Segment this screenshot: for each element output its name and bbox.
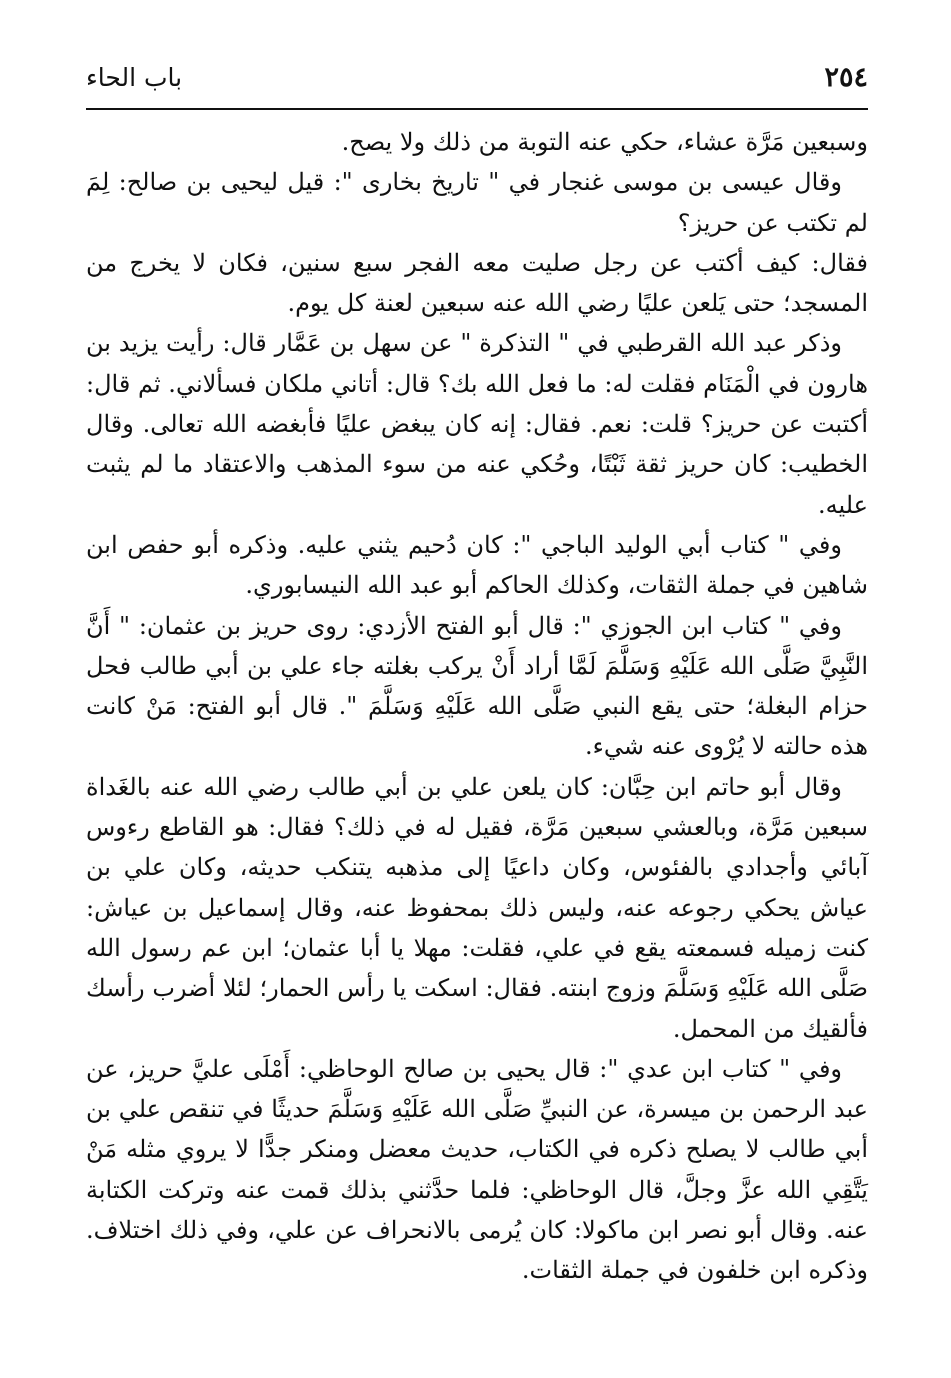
paragraph: وفي " كتاب ابن الجوزي ": قال أبو الفتح الأزدي: روى حريز بن عثمان: " أَنَّ النَّبِيَّ صَلَّى الله عَلَيْهِ وَسَلَّمَ لَمَّا أراد أَنْ يركب بغلته جاء علي بن أبي طالب فحل حزام البغلة؛ حتى يقع النبي صَلَّى الله عَلَيْهِ وَسَلَّمَ ". قال أبو الفتح: مَنْ كانت هذه حالته لا يُرْوى عنه شيء. [86, 611, 868, 761]
paragraph: فقال: كيف أكتب عن رجل صليت معه الفجر سبع سنين، فكان لا يخرج من المسجد؛ حتى يَلعن عليًا رضي الله عنه سبعين لعنة كل يوم. [86, 248, 868, 318]
paragraph: وسبعين مَرَّة عشاء، حكي عنه التوبة من ذلك ولا يصح. [341, 128, 868, 156]
running-title: باب الحاء [86, 63, 183, 92]
page-number: ٢٥٤ [824, 62, 868, 93]
body-text [86, 122, 868, 1291]
paragraph: وقال أبو حاتم ابن حِبَّان: كان يلعن علي بن أبي طالب رضي الله عنه بالغَداة سبعين مَرَّة، وبالعشي سبعين مَرَّة، فقيل له في ذلك؟ فقال: هو القاطع رءوس آبائي وأجدادي بالفئوس، وكان داعيًا إلى مذهبه يتنكب حديثه، وكان علي بن عياش يحكي رجوعه عنه، وليس ذلك بمحفوظ عنه، وقال إسماعيل بن عياش: كنت زميله فسمعته يقع في علي، فقلت: مهلا يا أبا عثمان؛ ابن عم رسول الله صَلَّى الله عَلَيْهِ وَسَلَّمَ وزوج ابنته. فقال: اسكت يا رأس الحمار؛ لئلا أضرب رأسك فألقيك من المحمل. [86, 772, 868, 1043]
paragraph: وفي " كتاب ابن عدي ": قال يحيى بن صالح الوحاظي: أَمْلَى عليَّ حريز، عن عبد الرحمن بن ميسرة، عن النبيِّ صَلَّى الله عَلَيْهِ وَسَلَّمَ حديثًا في تنقص علي بن أبي طالب لا يصلح ذكره في الكتاب، حديث معضل ومنكر جدًّا لا يروي مثله مَنْ يَتَّقِي الله عزَّ وجلَّ، قال الوحاظي: فلما حدَّثني بذلك قمت عنه وتركت الكتابة عنه. وقال أبو نصر ابن ماكولا: كان يُرمى بالانحراف عن علي، وفي ذلك اختلاف. وذكره ابن خلفون في جملة الثقات. [86, 1054, 868, 1285]
page-header [86, 56, 868, 106]
header-rule [86, 108, 868, 110]
paragraph: وفي " كتاب أبي الوليد الباجي ": كان دُحيم يثني عليه. وذكره أبو حفص ابن شاهين في جملة الثقات، وكذلك الحاكم أبو عبد الله النيسابوري. [86, 530, 868, 600]
paragraph: وذكر عبد الله القرطبي في " التذكرة " عن سهل بن عَمَّار قال: رأيت يزيد بن هارون في الْمَنَام فقلت له: ما فعل الله بك؟ قال: أتاني ملكان فسألاني. ثم قال: أكتبت عن حريز؟ قلت: نعم. فقال: إنه كان يبغض عليًا فأبغضه الله تعالى. وقال الخطيب: كان حريز ثقة ثَبْتًا، وحُكي عنه من سوء المذهب والاعتقاد ما لم يثبت عليه. [86, 329, 868, 519]
paragraph: وقال عيسى بن موسى غنجار في " تاريخ بخارى ": قيل ليحيى بن صالح: لِمَ لم تكتب عن حريز؟ [86, 168, 868, 237]
